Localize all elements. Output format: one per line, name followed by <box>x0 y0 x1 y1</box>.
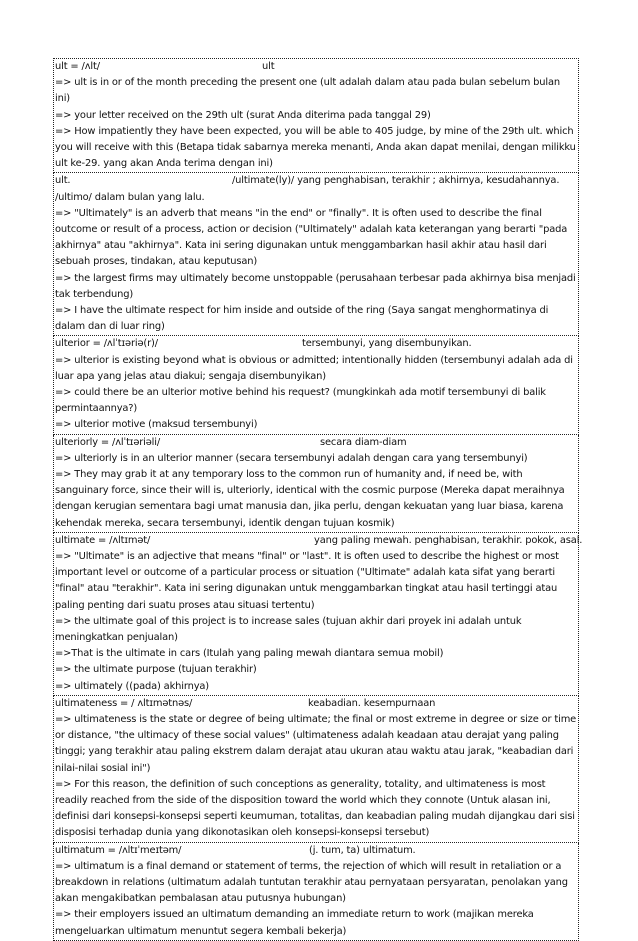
entry-line: => For this reason, the definition of such conceptions as generality, totality, and ultimateness is most readily reached from the side of the disposition toward the world which they connote (Untuk alasan ini, definisi dari konsepsi-konsepsi seperti keumuman, totalitas, dan keabadian paling mudah dijangkau dari sisi disposisi terhadap dunia yang dikonotasikan oleh konsepsi-konsepsi tersebut) <box>55 778 575 839</box>
entry-head <box>55 435 577 451</box>
entry-line: => your letter received on the 29th ult (surat Anda diterima pada tanggal 29) <box>55 109 431 121</box>
entry-head <box>55 336 577 352</box>
entry-head <box>55 173 577 189</box>
entry-line: => ultimately ((pada) akhirnya) <box>55 680 210 692</box>
entry-line: /ultimo/ dalam bulan yang lalu. <box>55 191 205 203</box>
dictionary-page <box>53 58 583 941</box>
entry-line: => ulteriorly is in an ulterior manner (secara tersembunyi adalah dengan cara yang tersembunyi) <box>55 452 528 464</box>
translation: keabadian. kesempurnaan <box>308 697 436 709</box>
dictionary-entry <box>53 435 579 533</box>
dictionary-entry <box>53 696 579 843</box>
entry-line: => "Ultimate" is an adjective that means "final" or "last". It is often used to describe the highest or most important level or outcome of a particular process or situation ("Ultimate" adalah kata sifat yang berarti "final" atau "terakhir". Kata ini sering digunakan untuk menggambarkan tingkat atau hasil tertinggi atau paling penting dari suatu proses atau situasi tertentu) <box>55 551 559 611</box>
dictionary-entry <box>53 843 579 941</box>
headword: ultimate = /ʌltɪmət/ <box>55 534 151 546</box>
translation: tersembunyi, yang disembunyikan. <box>302 338 472 350</box>
entry-line: => ultimatum is a final demand or statement of terms, the rejection of which will result in retaliation or a breakdown in relations (ultimatum adalah tuntutan terakhir atau pernyataan persyaratan, penolakan yang akan mengakibatkan pembalasan atau putusnya hubungan) <box>55 860 568 905</box>
entry-line: => ulterior motive (maksud tersembunyi) <box>55 419 258 431</box>
headword: ult. <box>55 175 71 187</box>
headword: ultimatum = /ʌltɪˈmeɪtəm/ <box>55 844 182 856</box>
entry-line: => ulterior is existing beyond what is obvious or admitted; intentionally hidden (tersembunyi adalah ada di luar apa yang jelas atau diakui; sengaja disembunyikan) <box>55 354 573 382</box>
entry-line: => the ultimate purpose (tujuan terakhir) <box>55 664 257 676</box>
entry-line: => How impatiently they have been expected, you will be able to 405 judge, by mine of the 29th ult. which you will receive with this (Betapa tidak sabarnya mereka menanti, Anda akan dapat menilai, dengan milikku ult ke-29. yang akan Anda terima dengan ini) <box>55 125 576 170</box>
entry-line: => ult is in or of the month preceding the present one (ult adalah dalam atau pada bulan sebelum bulan ini) <box>55 77 560 105</box>
entry-line: => ultimateness is the state or degree of being ultimate; the final or most extreme in degree or size or time or distance, "the ultimacy of these social values" (ultimateness adalah keadaan atau derajat yang paling tinggi; yang terakhir atau paling ekstrem dalam derajat atau ukuran atau waktu atau jarak, "keabadian dari nilai-nilai sosial ini") <box>55 714 577 774</box>
translation: ult <box>262 61 275 72</box>
headword: ult = /ʌlt/ <box>55 61 100 72</box>
translation: secara diam-diam <box>320 436 407 448</box>
entry-line: => They may grab it at any temporary loss to the common run of humanity and, if need be, with sanguinary force, since their will is, ulteriorly, identical with the cosmic purpose (Mereka dapat meraihnya dengan kerugian sementara bagi umat manusia dan, jika perlu, dengan kekuatan yang luar biasa, karena kehendak mereka, secara tersembunyi, identik dengan tujuan kosmik) <box>55 469 565 529</box>
headword: ultimateness = / ʌltɪmətnəs/ <box>55 697 193 709</box>
dictionary-entry <box>53 336 579 434</box>
entry-head <box>55 843 577 859</box>
dictionary-entry <box>53 533 583 696</box>
entry-line: => "Ultimately" is an adverb that means "in the end" or "finally". It is often used to describe the final outcome or result of a process, action or decision ("Ultimately" adalah kata keterangan yang berarti "pada akhirnya" atau "akhirnya". Kata ini sering digunakan untuk menggambarkan hasil akhir atau hasil dari sebuah proses, tindakan, atau keputusan) <box>55 207 568 268</box>
entry-line: => could there be an ulterior motive behind his request? (mungkinkah ada motif tersembunyi di balik permintaannya?) <box>55 387 546 415</box>
translation: /ultimate(ly)/ yang penghabisan, terakhir ; akhirnya, kesudahannya. <box>232 175 560 187</box>
entry-head <box>55 59 577 75</box>
translation: (j. tum, ta) ultimatum. <box>309 844 416 856</box>
headword: ulteriorly = /ʌlˈtɪəriəli/ <box>55 436 161 448</box>
dictionary-entry <box>53 173 579 336</box>
entry-line: => their employers issued an ultimatum demanding an immediate return to work (majikan mereka mengeluarkan ultimatum menuntut segera kembali bekerja) <box>55 909 534 937</box>
translation: yang paling mewah. penghabisan, terakhir. pokok, asal. <box>314 534 583 546</box>
entry-head <box>55 533 583 549</box>
entry-line: =>That is the ultimate in cars (Itulah yang paling mewah diantara semua mobil) <box>55 648 444 660</box>
entry-line: => the ultimate goal of this project is to increase sales (tujuan akhir dari proyek ini adalah untuk meningkatkan penjualan) <box>55 615 522 644</box>
headword: ulterior = /ʌlˈtɪəriə(r)/ <box>55 338 158 350</box>
entry-line: => I have the ultimate respect for him inside and outside of the ring (Saya sangat menghormatinya di dalam dan di luar ring) <box>55 305 549 333</box>
dictionary-entry <box>53 58 579 173</box>
entry-line: => the largest firms may ultimately become unstoppable (perusahaan terbesar pada akhirnya bisa menjadi tak terbendung) <box>55 272 576 300</box>
entry-head <box>55 696 577 712</box>
